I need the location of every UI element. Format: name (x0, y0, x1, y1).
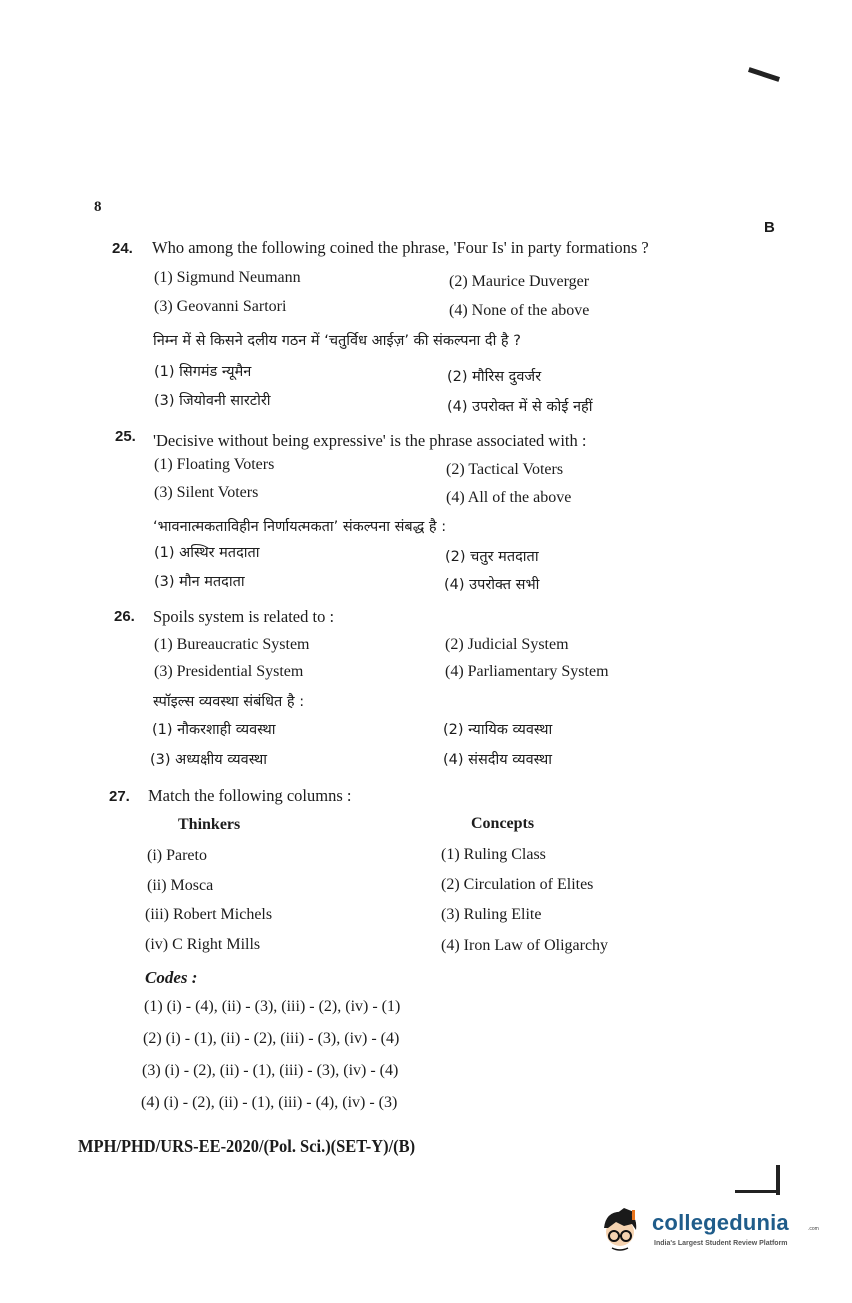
option-hi: (3) मौन मतदाता (154, 574, 245, 590)
option-en: (2) Maurice Duverger (449, 273, 590, 290)
option-hi: (3) अध्यक्षीय व्यवस्था (150, 752, 268, 768)
question-number: 24. (112, 240, 133, 257)
watermark-logo (594, 1196, 824, 1266)
thinker-item: (i) Pareto (147, 847, 207, 864)
question-number: 27. (109, 788, 130, 805)
option-en: (3) Silent Voters (154, 484, 259, 501)
option-hi: (3) जियोवनी सारटोरी (154, 393, 271, 409)
column-header-concepts: Concepts (471, 815, 535, 832)
question-number: 25. (115, 428, 136, 445)
option-hi: (2) चतुर मतदाता (445, 549, 539, 565)
option-en: (3) Presidential System (154, 663, 304, 680)
question-text-en: Who among the following coined the phrase, 'Four Is' in party formations ? (152, 238, 649, 257)
option-hi: (4) उपरोक्त सभी (444, 577, 540, 593)
option-hi: (1) नौकरशाही व्यवस्था (152, 722, 276, 738)
question-number: 26. (114, 608, 135, 625)
thinker-item: (ii) Mosca (147, 877, 214, 894)
option-hi: (1) सिगमंड न्यूमैन (154, 364, 252, 380)
option-hi: (2) मौरिस दुवर्जर (447, 369, 542, 385)
concept-item: (3) Ruling Elite (441, 906, 542, 923)
question-text-en: Spoils system is related to : (153, 607, 335, 626)
question-text-en: Match the following columns : (148, 786, 352, 805)
option-hi: (4) उपरोक्त में से कोई नहीं (447, 399, 593, 415)
codes-label: Codes : (145, 968, 198, 987)
question-text-hi: ‘भावनात्मकताविहीन निर्णायत्मकता’ संकल्पना संबद्ध है : (153, 519, 447, 535)
option-hi: (4) संसदीय व्यवस्था (443, 752, 553, 768)
code-option: (4) (i) - (2), (ii) - (1), (iii) - (4), (iv) - (3) (141, 1094, 398, 1111)
option-en: (3) Geovanni Sartori (154, 298, 287, 315)
page-number: 8 (94, 199, 102, 215)
option-en: (1) Bureaucratic System (154, 636, 310, 653)
column-header-thinkers: Thinkers (178, 816, 241, 833)
question-text-hi: निम्न में से किसने दलीय गठन में ‘चतुर्विध आईज़’ की संकल्पना दी है ? (153, 333, 521, 349)
option-en: (1) Sigmund Neumann (154, 269, 301, 286)
code-option: (3) (i) - (2), (ii) - (1), (iii) - (3), (iv) - (4) (142, 1062, 399, 1079)
paper-code-footer: MPH/PHD/URS-EE-2020/(Pol. Sci.)(SET-Y)/(B) (78, 1136, 416, 1156)
scan-mark-top (748, 67, 780, 82)
thinker-item: (iv) C Right Mills (145, 936, 261, 953)
mascot-icon (594, 1196, 650, 1264)
option-en: (1) Floating Voters (154, 456, 275, 473)
brand-name: collegedunia (652, 1210, 789, 1235)
option-hi: (2) न्यायिक व्यवस्था (443, 722, 553, 738)
option-en: (4) Parliamentary System (445, 663, 609, 680)
code-option: (2) (i) - (1), (ii) - (2), (iii) - (3), (iv) - (4) (143, 1030, 400, 1047)
question-text-hi: स्पॉइल्स व्यवस्था संबंधित है : (153, 694, 305, 710)
concept-item: (1) Ruling Class (441, 846, 546, 863)
option-en: (4) All of the above (446, 489, 572, 506)
option-hi: (1) अस्थिर मतदाता (154, 545, 260, 561)
brand-tld: .com (808, 1226, 819, 1232)
option-en: (4) None of the above (449, 302, 590, 319)
scan-mark-bottom-line (735, 1190, 780, 1193)
brand-tagline: India's Largest Student Review Platform (654, 1240, 788, 1247)
set-label: B (764, 219, 775, 236)
concept-item: (4) Iron Law of Oligarchy (441, 937, 609, 954)
thinker-item: (iii) Robert Michels (145, 906, 273, 923)
question-text-en: 'Decisive without being expressive' is the phrase associated with : (153, 431, 587, 450)
code-option: (1) (i) - (4), (ii) - (3), (iii) - (2), (iv) - (1) (144, 998, 401, 1015)
option-en: (2) Judicial System (445, 636, 569, 653)
concept-item: (2) Circulation of Elites (441, 876, 594, 893)
option-en: (2) Tactical Voters (446, 461, 564, 478)
